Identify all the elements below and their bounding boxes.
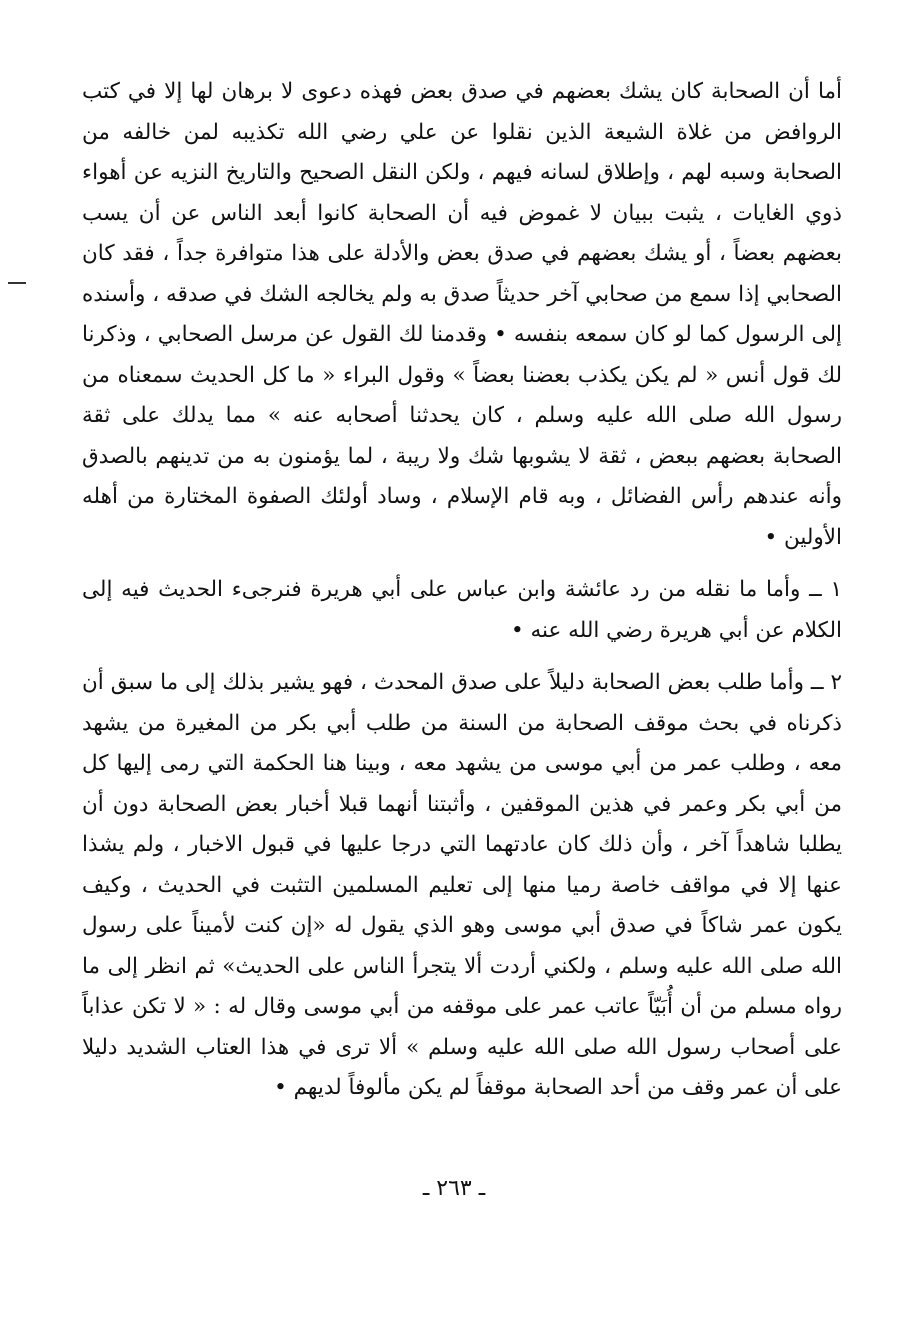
paragraph-point-2: ٢ ــ وأما طلب بعض الصحابة دليلاً على صدق المحدث ، فهو يشير بذلك إلى ما سبق أن ذكرناه في بحث موقف الصحابة من السنة من طلب أبي بكر من المغيرة من يشهد معه ، وطلب عمر من أبي موسى من يشهد معه ، وبينا هنا الحكمة التي رمى إليها كل من أبي بكر وعمر في هذين الموقفين ، وأثبتنا أنهما قبلا أخبار بعض الصحابة دون أن يطلبا شاهداً آخر ، وأن ذلك كان عادتهما التي درجا عليها في قبول الاخبار ، ولم يشذا عنها إلا في مواقف خاصة رميا منها إلى تعليم المسلمين التثبت في الحديث ، وكيف يكون عمر شاكاً في صدق أبي موسى وهو الذي يقول له «إن كنت لأميناً على رسول الله صلى الله عليه وسلم ، ولكني أردت ألا يتجرأ الناس على الحديث» ثم انظر إلى ما رواه مسلم من أن أُبَيّاً عاتب عمر على موقفه من أبي موسى وقال له : « لا تكن عذاباً على أصحاب رسول الله صلى الله عليه وسلم » ألا ترى في هذا العتاب الشديد دليلا على أن عمر وقف من أحد الصحابة موقفاً لم يكن مألوفاً لديهم • [82,670,842,1100]
margin-mark [8,282,26,284]
paragraph-intro: أما أن الصحابة كان يشك بعضهم في صدق بعض فهذه دعوى لا برهان لها إلا في كتب الروافض من غلاة الشيعة الذين نقلوا عن علي رضي الله تكذيبه لمن خالفه من الصحابة وسبه لهم ، وإطلاق لسانه فيهم ، ولكن النقل الصحيح والتاريخ النزيه عن أهواء ذوي الغايات ، يثبت ببيان لا غموض فيه أن الصحابة كانوا أبعد الناس عن أن يسب بعضهم بعضاً ، أو يشك بعضهم في صدق بعض والأدلة على هذا متوافرة جداً ، فقد كان الصحابي إذا سمع من صحابي آخر حديثاً صدق به ولم يخالجه الشك في صدقه ، وأسنده إلى الرسول كما لو كان سمعه بنفسه • وقدمنا لك القول عن مرسل الصحابي ، وذكرنا لك قول أنس « لم يكن يكذب بعضنا بعضاً » وقول البراء « ما كل الحديث سمعناه من رسول الله صلى الله عليه وسلم ، كان يحدثنا أصحابه عنه » مما يدلك على ثقة الصحابة بعضهم ببعض ، ثقة لا يشوبها شك ولا ريبة ، لما يؤمنون به من تدينهم بالصدق وأنه عندهم رأس الفضائل ، وبه قام الإسلام ، وساد أولئك الصفوة المختارة من أهله الأولين • [82,79,842,550]
page-number: ـ ٢٦٣ ـ [422,1176,486,1201]
paragraph-point-1: ١ ــ وأما ما نقله من رد عائشة وابن عباس على أبي هريرة فنرجىء الحديث فيه إلى الكلام عن أبي هريرة رضي الله عنه • [82,577,842,643]
body-text [82,72,842,1109]
